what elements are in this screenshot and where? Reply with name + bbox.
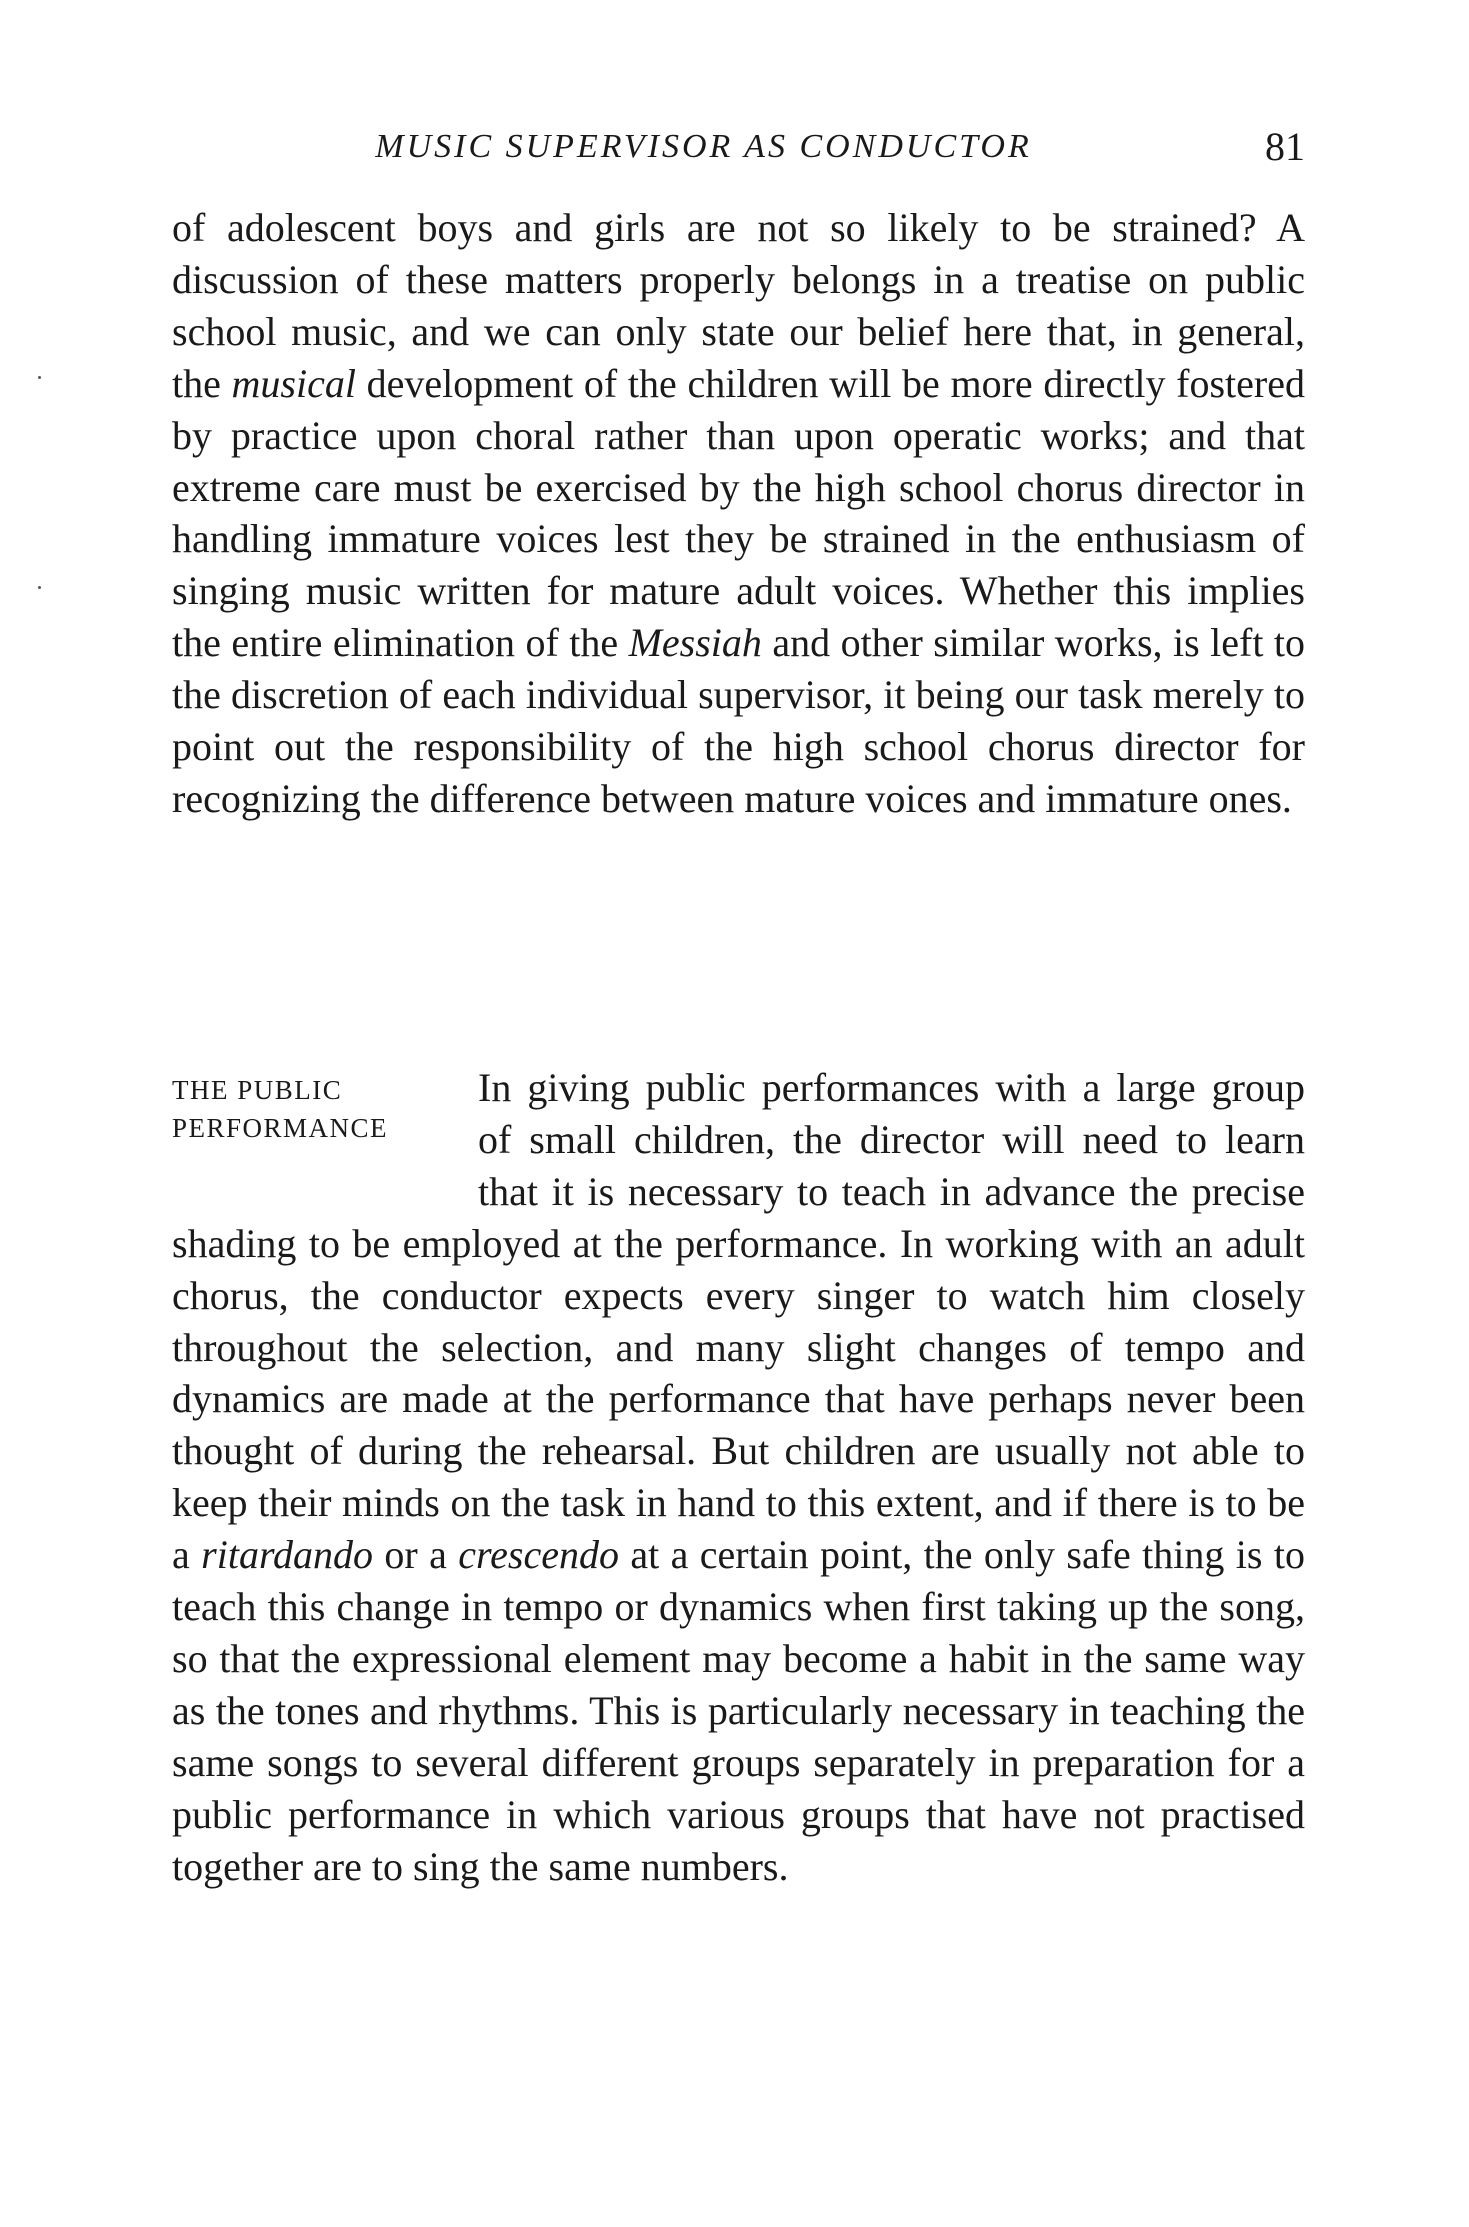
text-run: of adolescent boys and girls are not so likely to be strained? A discussion of these matters properly belongs in a treatise on public school music, and we can only state our belief here that, in general, the <box>172 205 1305 406</box>
text-run: In giving public performances with a large group of small children, the director will need to learn that it is necessary to teach in advance the precise shading to be employed at the performance. In working with an adult chorus, the conductor expects every singer to watch him closely throughout the selection, and many slight changes of tempo and dynamics are made at the performance that have perhaps never been thought of during the rehearsal. But children are usually not able to keep their minds on the task in hand to this extent, and if there is to be a <box>172 1065 1305 1578</box>
running-head <box>172 122 1305 172</box>
section-public-performance <box>172 1062 1305 1893</box>
text-run: or a <box>373 1532 459 1578</box>
text-run: development of the children will be more directly fostered by practice upon choral rather than upon operatic works; and that extreme care must be exercised by the high school chorus director in handling immature voices lest they be strained in the enthusiasm of singing music written for mature adult voices. Whether this implies the entire elimination of the <box>172 360 1305 666</box>
paragraph-text <box>172 202 1305 825</box>
text-run: and other similar works, is left to the discretion of each individual supervisor, it being our task merely to point out the responsibility of the high school chorus director for recognizing the difference between mature voices and immature ones. <box>172 620 1305 821</box>
scan-speck <box>38 586 41 589</box>
paragraph-choral-voices <box>172 202 1305 825</box>
page-number: 81 <box>1265 124 1305 169</box>
text-run: at a certain point, the only safe thing is to teach this change in tempo or dynamics when first taking up the song, so that the expressional element may become a habit in the same way as the tones and rhythms. This is particularly necessary in teaching the same songs to several different groups separately in preparation for a public performance in which various groups that have not practised together are to sing the same numbers. <box>172 1532 1305 1889</box>
marginal-heading-line-1: THE PUBLIC <box>172 1075 343 1105</box>
italic-term-musical: musical <box>231 360 356 406</box>
italic-title-messiah: Messiah <box>628 620 762 666</box>
italic-term-ritardando: ritardando <box>201 1532 374 1578</box>
marginal-heading-line-2: PERFORMANCE <box>172 1113 389 1143</box>
italic-term-crescendo: crescendo <box>458 1532 619 1578</box>
running-title: MUSIC SUPERVISOR AS CONDUCTOR <box>375 128 1032 165</box>
scan-speck <box>38 376 41 379</box>
marginal-heading <box>172 1071 472 1217</box>
